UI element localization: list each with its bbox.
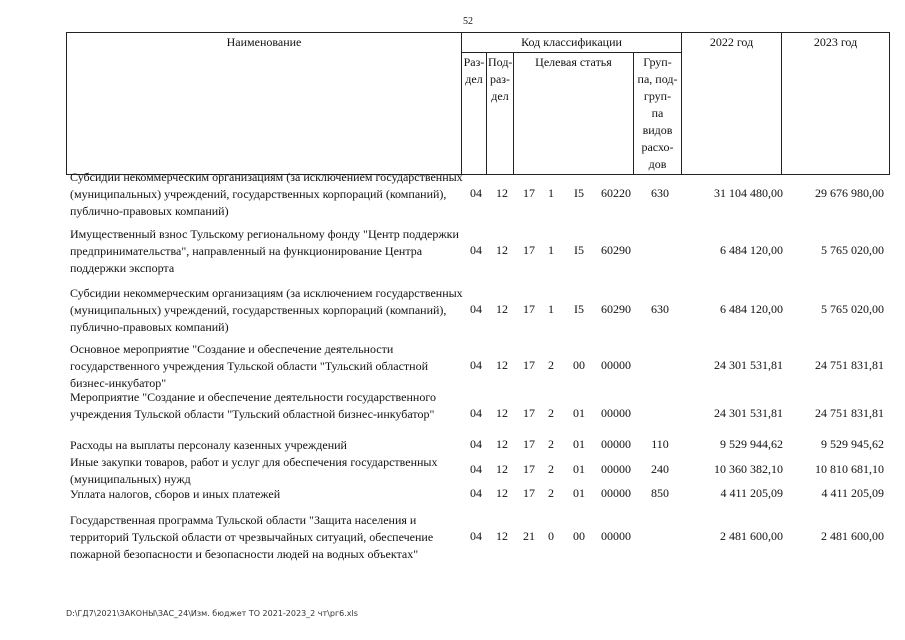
row-amount-2023: 24 751 831,81 — [815, 358, 884, 372]
row-target-subprogram: 0 — [548, 529, 554, 543]
row-target-direction: 00000 — [601, 529, 631, 543]
row-razdel: 04 — [470, 486, 482, 500]
row-amount-2022: 2 481 600,00 — [720, 529, 783, 543]
row-name: Имущественный взнос Тульскому региональному фонду "Центр поддержки предпринимательства", направленный на функционирование Центра поддержки экспорта — [70, 227, 459, 275]
row-target-event: 01 — [573, 437, 585, 451]
row-amount-2022: 6 484 120,00 — [720, 302, 783, 316]
row-podrazdel: 12 — [496, 406, 508, 420]
row-razdel: 04 — [470, 243, 482, 257]
row-amount-2023: 2 481 600,00 — [821, 529, 884, 543]
row-name: Мероприятие "Создание и обеспечение деятельности государственного учреждения Тульской области "Тульский областной бизнес-инкубатор" — [70, 390, 436, 421]
row-amount-2023: 24 751 831,81 — [815, 406, 884, 420]
row-amount-2022: 24 301 531,81 — [714, 406, 783, 420]
row-name: Уплата налогов, сборов и иных платежей — [70, 487, 281, 501]
row-target-program: 17 — [523, 437, 535, 451]
row-amount-2022: 24 301 531,81 — [714, 358, 783, 372]
row-podrazdel: 12 — [496, 462, 508, 476]
row-target-event: I5 — [574, 302, 584, 316]
row-expense-group: 850 — [651, 486, 669, 500]
row-target-direction: 60220 — [601, 186, 631, 200]
row-target-event: I5 — [574, 186, 584, 200]
row-razdel: 04 — [470, 302, 482, 316]
row-target-direction: 00000 — [601, 406, 631, 420]
row-target-direction: 00000 — [601, 462, 631, 476]
file-path-footer: D:\ГД7\2021\ЗАКОНЫ\ЗАС_24\Изм. бюджет ТО 2021-2023_2 чт\рг6.xls — [66, 609, 358, 618]
row-expense-group: 630 — [651, 186, 669, 200]
row-podrazdel: 12 — [496, 186, 508, 200]
row-target-event: 01 — [573, 462, 585, 476]
row-target-program: 17 — [523, 302, 535, 316]
row-target-program: 17 — [523, 243, 535, 257]
row-amount-2023: 29 676 980,00 — [815, 186, 884, 200]
row-target-direction: 60290 — [601, 302, 631, 316]
header-razdel: Раз- дел — [462, 53, 487, 175]
row-target-event: 01 — [573, 406, 585, 420]
row-name: Государственная программа Тульской области "Защита населения и территорий Тульской области от чрезвычайных ситуаций, обеспечение пожарной безопасности и безопасности людей на водных объектах" — [70, 513, 434, 561]
row-name: Основное мероприятие "Создание и обеспечение деятельности государственного учреждения Тульской области "Тульский областной бизнес-инкубатор" — [70, 342, 429, 390]
header-group: Груп- па, под- груп- па видов расхо- дов — [634, 53, 682, 175]
row-podrazdel: 12 — [496, 437, 508, 451]
row-name: Иные закупки товаров, работ и услуг для обеспечения государственных (муниципальных) нужд — [70, 455, 438, 486]
row-name: Расходы на выплаты персоналу казенных учреждений — [70, 438, 347, 452]
row-target-direction: 60290 — [601, 243, 631, 257]
header-2023: 2023 год — [782, 33, 890, 175]
row-target-event: I5 — [574, 243, 584, 257]
row-amount-2023: 9 529 945,62 — [821, 437, 884, 451]
row-target-event: 00 — [573, 529, 585, 543]
row-target-direction: 00000 — [601, 358, 631, 372]
row-target-event: 00 — [573, 358, 585, 372]
row-razdel: 04 — [470, 186, 482, 200]
row-amount-2023: 4 411 205,09 — [821, 486, 884, 500]
row-razdel: 04 — [470, 462, 482, 476]
row-expense-group: 110 — [651, 437, 669, 451]
row-podrazdel: 12 — [496, 529, 508, 543]
row-amount-2022: 6 484 120,00 — [720, 243, 783, 257]
row-podrazdel: 12 — [496, 243, 508, 257]
row-razdel: 04 — [470, 437, 482, 451]
header-podrazdel: Под- раз- дел — [487, 53, 514, 175]
row-target-program: 17 — [523, 358, 535, 372]
row-amount-2022: 10 360 382,10 — [714, 462, 783, 476]
row-amount-2022: 4 411 205,09 — [720, 486, 783, 500]
header-2022: 2022 год — [682, 33, 782, 175]
row-target-subprogram: 1 — [548, 302, 554, 316]
row-target-program: 17 — [523, 486, 535, 500]
row-amount-2022: 31 104 480,00 — [714, 186, 783, 200]
page-number: 52 — [463, 16, 473, 27]
row-target-program: 17 — [523, 462, 535, 476]
row-amount-2023: 5 765 020,00 — [821, 302, 884, 316]
row-target-program: 17 — [523, 406, 535, 420]
row-podrazdel: 12 — [496, 358, 508, 372]
row-target-direction: 00000 — [601, 437, 631, 451]
row-name: Субсидии некоммерческим организациям (за исключением государственных (муниципальных) учреждений, государственных корпораций (компаний), публично-правовых компаний) — [70, 170, 463, 218]
row-name: Субсидии некоммерческим организациям (за исключением государственных (муниципальных) учреждений, государственных корпораций (компаний), публично-правовых компаний) — [70, 286, 463, 334]
row-amount-2023: 10 810 681,10 — [815, 462, 884, 476]
header-code: Код классификации — [462, 33, 682, 53]
row-podrazdel: 12 — [496, 486, 508, 500]
row-target-subprogram: 1 — [548, 186, 554, 200]
row-target-direction: 00000 — [601, 486, 631, 500]
row-amount-2023: 5 765 020,00 — [821, 243, 884, 257]
row-razdel: 04 — [470, 406, 482, 420]
row-razdel: 04 — [470, 358, 482, 372]
row-razdel: 04 — [470, 529, 482, 543]
row-target-subprogram: 1 — [548, 243, 554, 257]
row-target-subprogram: 2 — [548, 406, 554, 420]
row-target-subprogram: 2 — [548, 486, 554, 500]
row-expense-group: 630 — [651, 302, 669, 316]
row-target-subprogram: 2 — [548, 358, 554, 372]
header-name: Наименование — [67, 33, 462, 175]
header-target: Целевая статья — [514, 53, 634, 175]
row-amount-2022: 9 529 944,62 — [720, 437, 783, 451]
row-podrazdel: 12 — [496, 302, 508, 316]
row-target-program: 17 — [523, 186, 535, 200]
row-target-event: 01 — [573, 486, 585, 500]
row-expense-group: 240 — [651, 462, 669, 476]
row-target-program: 21 — [523, 529, 535, 543]
row-target-subprogram: 2 — [548, 437, 554, 451]
row-target-subprogram: 2 — [548, 462, 554, 476]
